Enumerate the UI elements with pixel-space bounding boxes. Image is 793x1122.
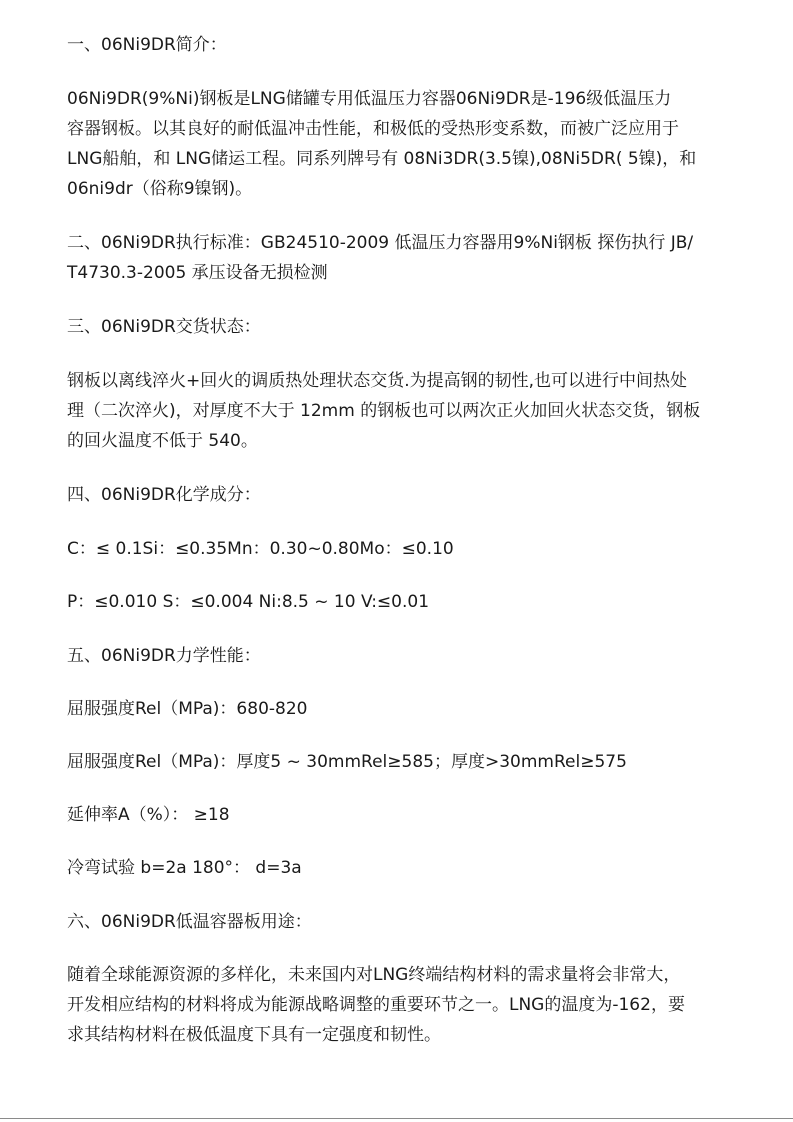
- intro-paragraph-line-2: 容器钢板。以其良好的耐低温冲击性能，和极低的受热形变系数，而被广泛应用于: [67, 119, 679, 139]
- delivery-paragraph-line-1: 钢板以离线淬火+回火的调质热处理状态交货.为提高钢的韧性,也可以进行中间热处: [67, 371, 688, 391]
- mechanical-line-2: 屈服强度Rel（MPa)：厚度5 ~ 30mmRel≥585；厚度>30mmRel≥575: [67, 752, 627, 772]
- standard-section-line-1: 二、06Ni9DR执行标准：GB24510-2009 低温压力容器用9%Ni钢板 探伤执行 JB/: [67, 233, 694, 253]
- section-heading-chemistry: 四、06Ni9DR化学成分：: [67, 485, 261, 505]
- usage-paragraph-line-2: 开发相应结构的材料将成为能源战略调整的重要环节之一。LNG的温度为-162，要: [67, 995, 685, 1015]
- usage-paragraph-line-1: 随着全球能源资源的多样化，未来国内对LNG终端结构材料的需求量将会非常大，: [67, 965, 681, 985]
- section-heading-delivery: 三、06Ni9DR交货状态：: [67, 317, 261, 337]
- mechanical-line-4: 冷弯试验 b=2a 180°： d=3a: [67, 858, 302, 878]
- intro-paragraph-line-1: 06Ni9DR(9%Ni)钢板是LNG储罐专用低温压力容器06Ni9DR是-196级低温压力: [67, 89, 672, 109]
- intro-paragraph-line-3: LNG船舶，和 LNG储运工程。同系列牌号有 08Ni3DR(3.5镍),08Ni5DR( 5镍)，和: [67, 149, 697, 169]
- page-bottom-divider: [0, 1118, 793, 1119]
- mechanical-line-1: 屈服强度Rel（MPa)：680-820: [67, 699, 308, 719]
- usage-paragraph-line-3: 求其结构材料在极低温度下具有一定强度和韧性。: [67, 1025, 441, 1045]
- section-heading-intro: 一、06Ni9DR简介：: [67, 35, 227, 55]
- chemistry-line-2: P：≤0.010 S：≤0.004 Ni:8.5 ~ 10 V:≤0.01: [67, 592, 430, 612]
- standard-section-line-2: T4730.3-2005 承压设备无损检测: [67, 263, 328, 283]
- section-heading-mechanical: 五、06Ni9DR力学性能：: [67, 646, 261, 666]
- delivery-paragraph-line-2: 理（二次淬火)，对厚度不大于 12mm 的钢板也可以两次正火加回火状态交货，钢板: [67, 401, 701, 421]
- mechanical-line-3: 延伸率A（%）： ≥18: [67, 805, 230, 825]
- delivery-paragraph-line-3: 的回火温度不低于 540。: [67, 431, 258, 451]
- chemistry-line-1: C：≤ 0.1Si：≤0.35Mn：0.30~0.80Mo：≤0.10: [67, 539, 454, 559]
- section-heading-usage: 六、06Ni9DR低温容器板用途：: [67, 912, 312, 932]
- intro-paragraph-line-4: 06ni9dr（俗称9镍钢)。: [67, 179, 253, 199]
